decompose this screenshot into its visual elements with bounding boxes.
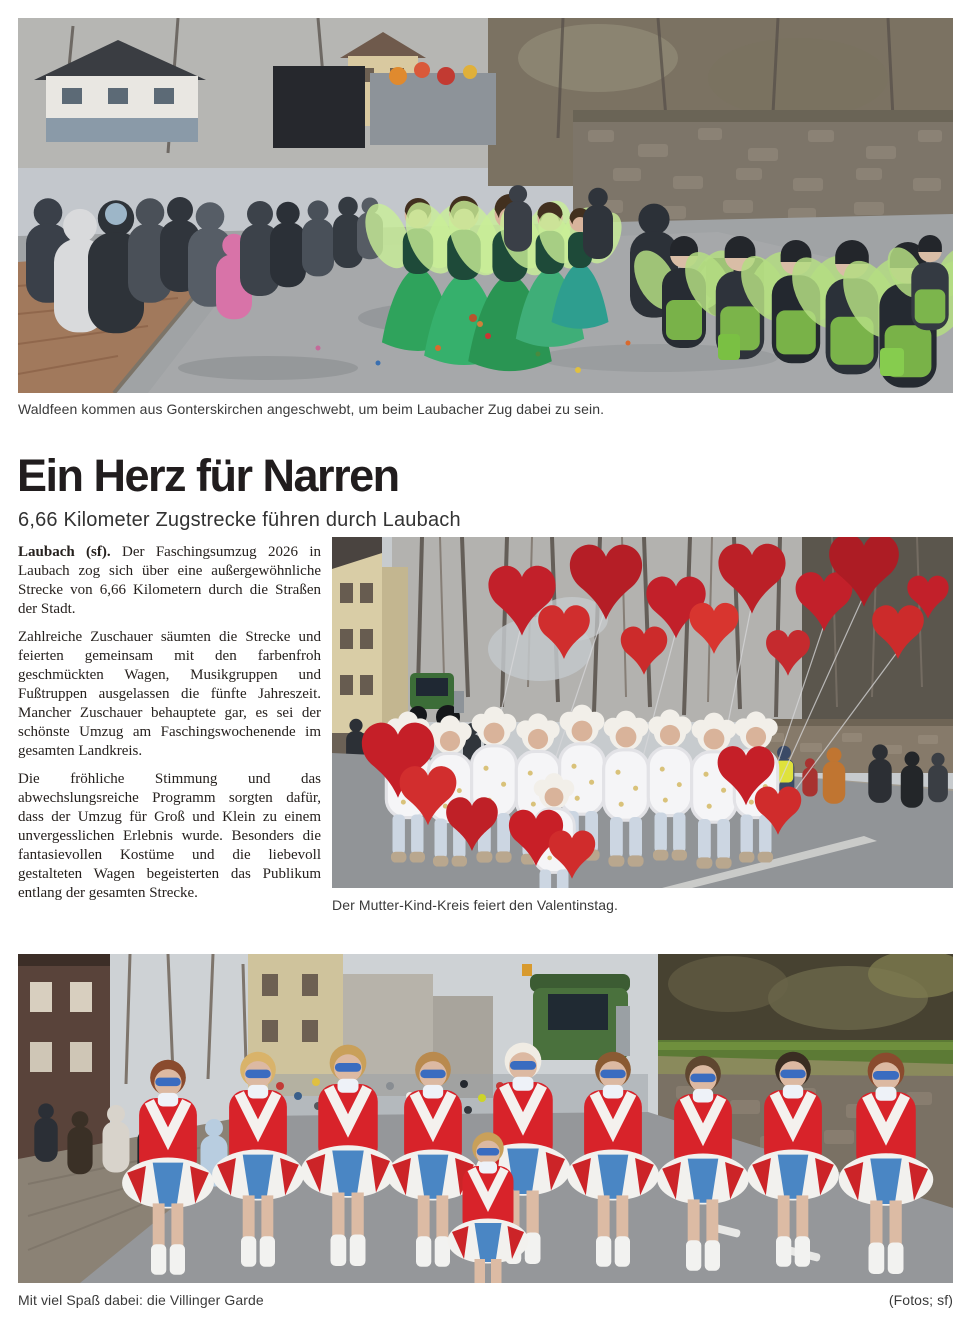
photo-garde-illustration — [18, 954, 953, 1283]
bottom-caption-row — [18, 1292, 953, 1309]
trees-right — [658, 954, 953, 1046]
photo-waldfeen — [18, 18, 953, 393]
article-subhead: 6,66 Kilometer Zugstrecke führen durch Laubach — [18, 509, 461, 531]
photo-garde — [18, 954, 953, 1283]
float-dark — [273, 66, 365, 148]
photo-waldfeen-illustration — [18, 18, 953, 393]
float-truck — [370, 73, 496, 145]
article-headline: Ein Herz für Narren — [17, 450, 399, 501]
photo-caption-waldfeen: Waldfeen kommen aus Gonterskirchen angeschwebt, um beim Laubacher Zug dabei zu sein. — [18, 401, 605, 417]
article-paragraph: Die fröhliche Stimmung und das abwechslungsreiche Programm sorgten dafür, dass der Umzug für Groß und Klein zu einem unvergesslichen Erlebnis wurde. Besonders die fantasievollen Kostüme und die liebevoll gestalteten Wagen begeisterten das Publikum entlang der gesamten Strecke. — [18, 771, 321, 901]
paragraph-text: Der Faschingsumzug 2026 in Laubach zog sich über eine außergewöhnliche Strecke von 6,66 Kilometern durch die Straßen der Stadt. — [18, 544, 322, 617]
tractor — [522, 964, 630, 1060]
stone-wall — [573, 110, 953, 232]
photo-mutter-kind — [332, 537, 953, 888]
article-dateline: Laubach (sf). — [18, 544, 111, 560]
article-paragraph: Zahlreiche Zuschauer säumten die Strecke und feierten gemeinsam mit den farbenfroh geschmückten Wagen, Musikgruppen und Fußtruppen ausgelassen die fünfte Jahreszeit. Mancher Zuschauer behauptete gar, es sei der schönste Umzug am Faschingswochenende im gesamten Landkreis. — [18, 629, 321, 759]
article-body — [18, 543, 321, 912]
photo-credit: (Fotos; sf) — [888, 1292, 953, 1308]
building-left — [18, 954, 110, 1159]
photo-mutter-kind-illustration — [332, 537, 953, 888]
photo-caption-garde: Mit viel Spaß dabei: die Villinger Garde — [18, 1292, 264, 1308]
photo-caption-mutter-kind: Der Mutter-Kind-Kreis feiert den Valentinstag. — [332, 897, 619, 913]
article-paragraph — [18, 543, 321, 619]
